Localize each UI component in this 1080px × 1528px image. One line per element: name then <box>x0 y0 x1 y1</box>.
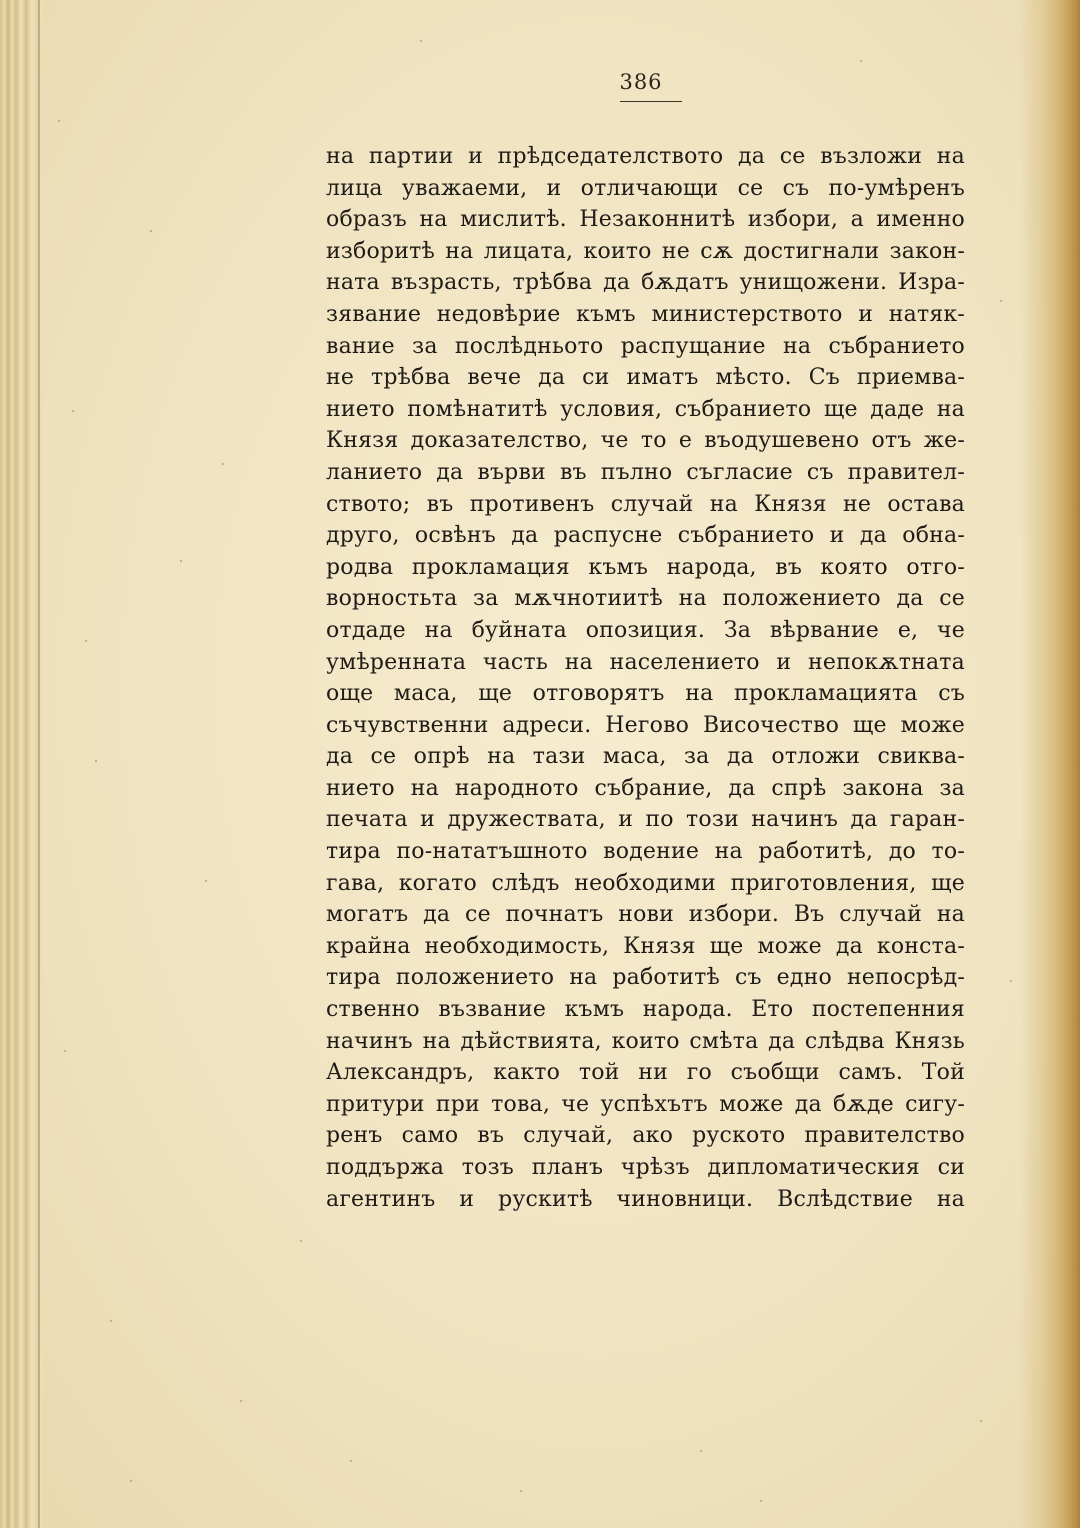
text-line: ланието да върви въ пълно съгласие съ правител- <box>326 459 965 485</box>
page-number-rule <box>620 101 682 102</box>
text-line: още маса, ще отговорятъ на прокламацията съ <box>326 681 965 707</box>
paper-speck <box>420 40 422 42</box>
paper-speck <box>1000 300 1002 302</box>
text-line: умѣренната часть на населението и непокѫтната <box>326 649 965 675</box>
paper-speck <box>300 1240 302 1242</box>
text-line: Князя доказателство, че то е въодушевено отъ же- <box>326 428 965 454</box>
text-line: съчувственни адреси. Негово Височество ще може <box>326 712 965 738</box>
text-line: зявание недовѣрие къмъ министерството и натяк- <box>326 301 965 327</box>
paper-speck <box>350 1460 352 1462</box>
paper-speck <box>860 60 862 62</box>
paper-speck <box>205 880 207 882</box>
text-line: печата и дружествата, и по този начинъ да гаран- <box>326 807 965 833</box>
page-gutter-shadow <box>1020 0 1080 1528</box>
paper-speck <box>240 1400 242 1402</box>
paper-speck <box>1010 980 1012 982</box>
page-number: 386 <box>619 70 663 94</box>
text-line: притури при това, че успѣхътъ може да бѫде сигу- <box>326 1091 965 1117</box>
text-line: на партии и прѣдседателството да се възложи на <box>326 144 965 169</box>
paper-speck <box>520 1490 522 1492</box>
text-line: родва прокламация къмъ народа, въ която отго- <box>326 554 965 580</box>
text-line: тира положението на работитѣ съ едно непосрѣд- <box>326 965 965 991</box>
text-line: ворностьта за мѫчнотиитѣ на положението да се <box>326 586 965 612</box>
paper-speck <box>760 1500 762 1502</box>
text-line: вание за послѣдньото распущание на събранието <box>326 333 965 359</box>
paper-speck <box>64 1050 66 1052</box>
text-line: начинъ на дѣйствията, които смѣта да слѣдва Князь <box>326 1028 965 1054</box>
text-line: ренъ само въ случай, ако руското правителство <box>326 1123 965 1149</box>
text-line: друго, освѣнъ да распусне събранието и да обна- <box>326 523 965 549</box>
text-line: гава, когато слѣдъ необходими приготовления, ще <box>326 870 965 896</box>
text-line: отдаде на буйната опозиция. За вѣрвание е, че <box>326 617 965 643</box>
paper-speck <box>150 230 152 232</box>
text-line: изборитѣ на лицата, които не сѫ достигнали закон- <box>326 238 965 264</box>
text-line: тира по-нататъшното водение на работитѣ, до то- <box>326 839 965 865</box>
paper-speck <box>72 410 74 412</box>
paper-speck <box>58 120 60 122</box>
paper-speck <box>130 1480 132 1482</box>
paper-speck <box>85 640 87 642</box>
paper-speck <box>980 1420 982 1422</box>
text-line: ната възрасть, трѣбва да бѫдатъ унищожени. Изра- <box>326 270 965 296</box>
text-line: нието помѣнатитѣ условия, събранието ще даде на <box>326 396 965 422</box>
body-text <box>326 141 965 1215</box>
text-line: нието на народното събрание, да спрѣ закона за <box>326 775 965 801</box>
text-line: агентинъ и рускитѣ чиновници. Вслѣдствие на <box>326 1186 965 1212</box>
text-line: Александръ, както той ни го съобщи самъ. Той <box>326 1060 965 1086</box>
paper-speck <box>95 760 97 762</box>
text-line: лица уважаеми, и отличающи се съ по-умѣренъ <box>326 175 965 201</box>
text-line: да се опрѣ на тази маса, за да отложи свиква- <box>326 744 965 770</box>
text-line: могатъ да се почнатъ нови избори. Въ случай на <box>326 902 965 928</box>
text-line: не трѣбва вече да си иматъ мѣсто. Съ приемва- <box>326 365 965 391</box>
page-edge-left <box>0 0 42 1528</box>
text-line: поддържа тозъ планъ чрѣзъ дипломатическия си <box>326 1155 965 1180</box>
paper-speck <box>180 560 182 562</box>
text-line: ството; въ противенъ случай на Князя не остава <box>326 491 965 517</box>
paper-speck <box>110 1320 112 1322</box>
paper-speck <box>700 1450 702 1452</box>
paper-speck <box>222 463 224 465</box>
text-line: крайна необходимость, Князя ще може да конста- <box>326 933 965 959</box>
text-line: ственно възвание къмъ народа. Ето постепенния <box>326 997 965 1023</box>
text-line: образъ на мислитѣ. Незаконнитѣ избори, а именно <box>326 207 965 233</box>
